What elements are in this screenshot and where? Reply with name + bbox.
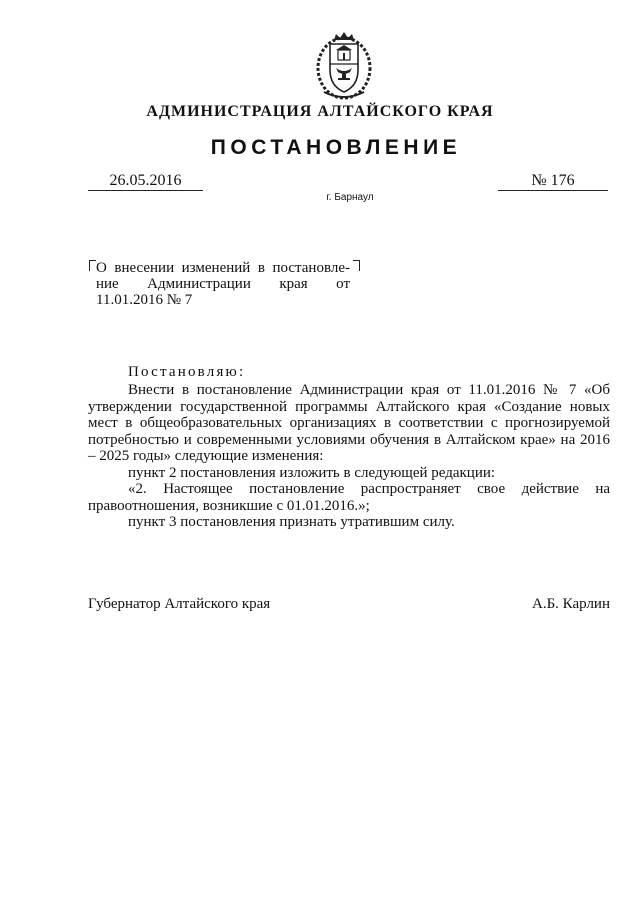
body-paragraph: пункт 3 постановления признать утратившим силу. [128, 514, 455, 530]
document-date: 26.05.2016 [88, 172, 203, 191]
agency-name: АДМИНИСТРАЦИЯ АЛТАЙСКОГО КРАЯ [146, 103, 494, 120]
document-number: № 176 [498, 172, 608, 191]
coat-of-arms-icon [312, 30, 376, 102]
subject-bracket-right [353, 260, 360, 271]
signatory-title: Губернатор Алтайского края [88, 596, 271, 612]
document-type: ПОСТАНОВЛЕНИЕ [210, 136, 462, 159]
resolution-lead: Постановляю: [128, 364, 246, 380]
subject-line: 11.01.2016 № 7 [96, 292, 193, 308]
subject-bracket-left [89, 260, 96, 271]
subject-line: ние Администрации края от [96, 276, 350, 292]
city-name: г. Барнаул [326, 192, 374, 203]
resolution-body [88, 382, 610, 531]
body-paragraph: Внести в постановление Администрации края от 11.01.2016 № 7 «Об утверждении государственной программы Алтайского края «Создание новых мест в общеобразовательных организациях в соответствии с прогнозируемой потребностью и современными условиями обучения в Алтайском крае» на 2016 – 2025 годы» следующие изменения: [88, 382, 610, 464]
signatory-name: А.Б. Карлин [531, 596, 610, 612]
subject-line: О внесении изменений в постановле- [96, 260, 350, 276]
document-subject [96, 260, 350, 308]
body-paragraph: пункт 2 постановления изложить в следующей редакции: [128, 464, 496, 481]
body-paragraph: «2. Настоящее постановление распространяет свое действие на правоотношения, возникшие с 01.01.2016.»; [88, 481, 610, 514]
